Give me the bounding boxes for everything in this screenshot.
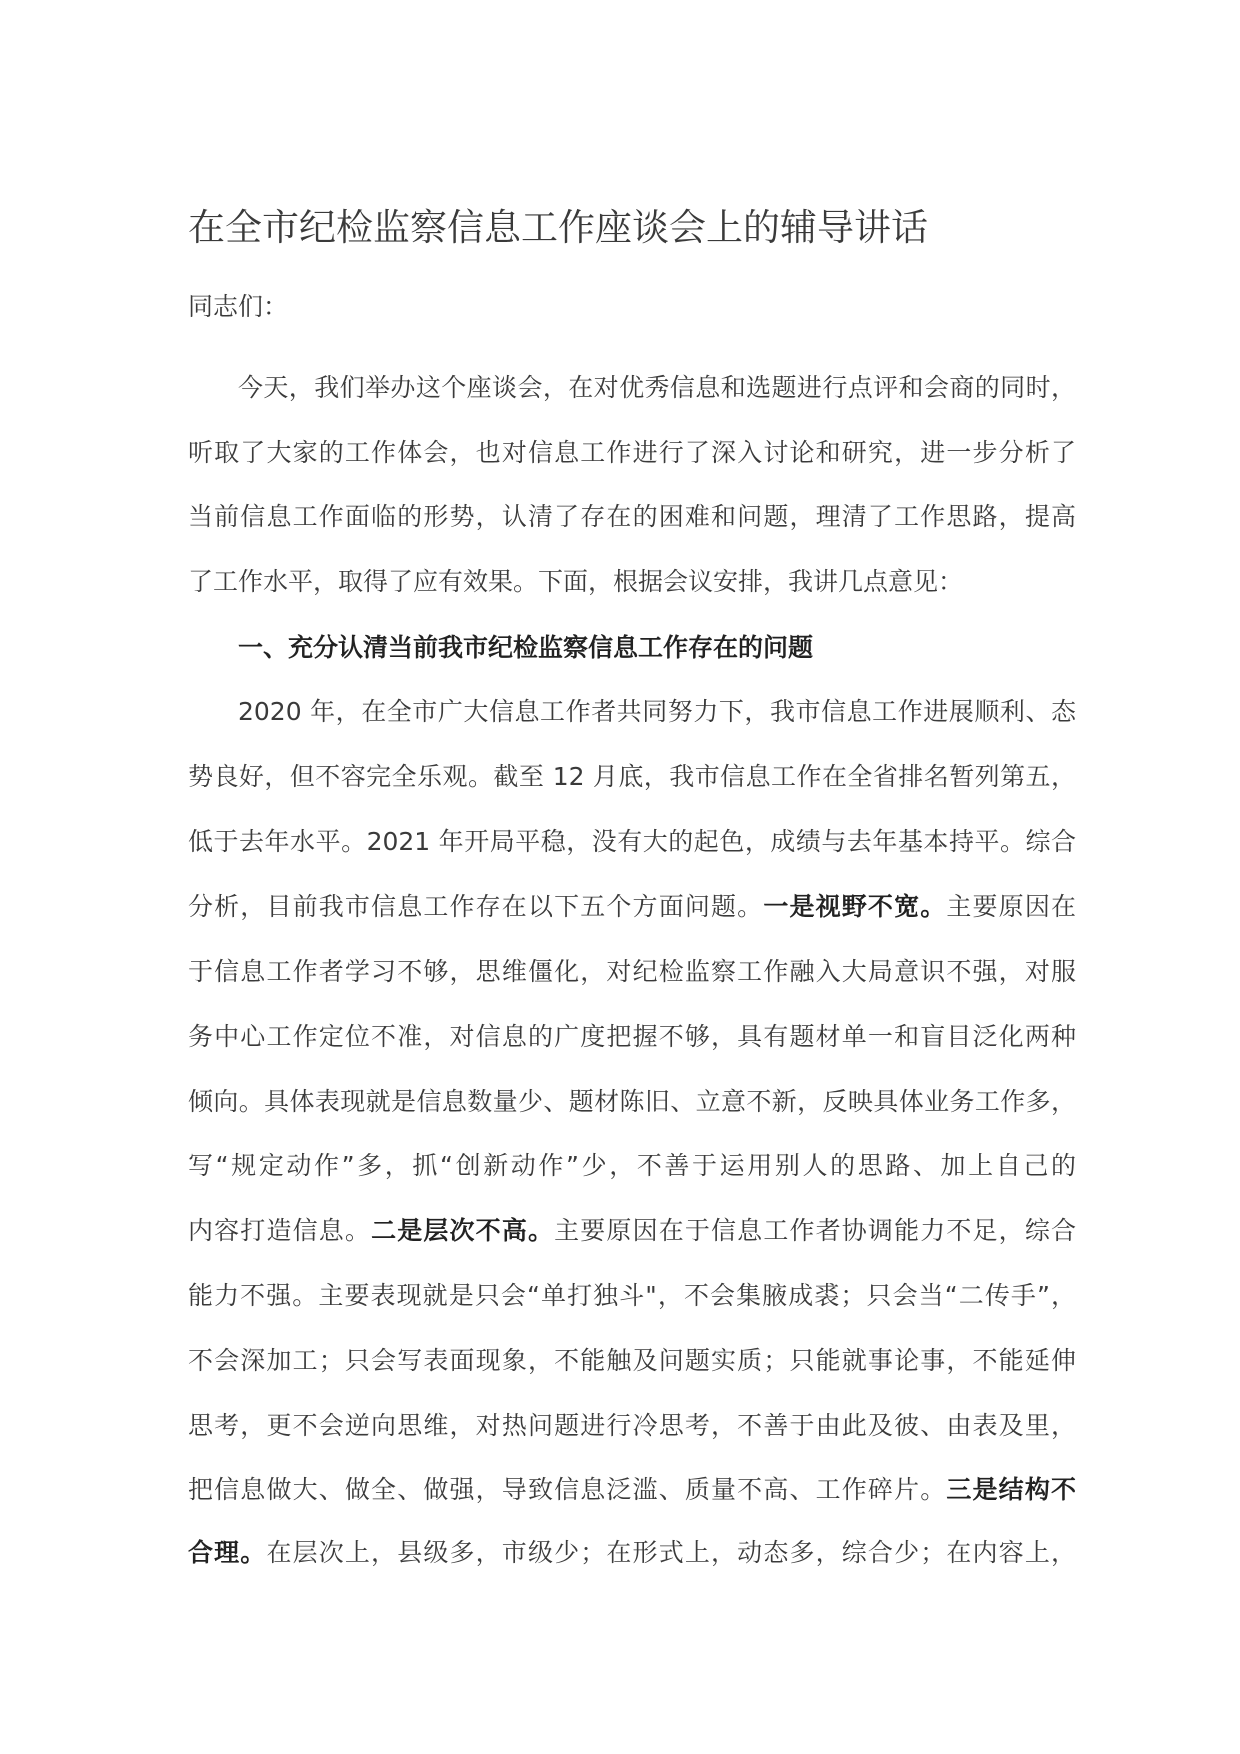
text-run: 低于去年水平。2021 年开局平稳，没有大的起色，成绩与去年基本持平。综合 — [188, 827, 1076, 856]
bold-text: 二是层次不高。 — [371, 1216, 555, 1245]
text-line — [188, 757, 1076, 797]
text-run: 于信息工作者学习不够，思维僵化，对纪检监察工作融入大局意识不强，对服 — [188, 957, 1076, 986]
text-run: 2020 年，在全市广大信息工作者共同努力下，我市信息工作进展顺利、态 — [238, 697, 1076, 726]
text-run: 了工作水平，取得了应有效果。下面，根据会议安排，我讲几点意见： — [188, 567, 964, 596]
text-line — [188, 887, 1076, 927]
text-run: 势良好，但不容完全乐观。截至 12 月底，我市信息工作在全省排名暂列第五， — [188, 762, 1076, 791]
text-line — [188, 1146, 1076, 1186]
salutation — [188, 287, 1076, 327]
text-line — [188, 562, 1076, 602]
text-run: 主要原因在 — [946, 892, 1076, 921]
text-line — [188, 1082, 1076, 1122]
text-line — [238, 692, 1076, 732]
text-line — [188, 1211, 1076, 1251]
text-line — [188, 433, 1076, 473]
text-run: 倾向。具体表现就是信息数量少、题材陈旧、立意不新，反映具体业务工作多， — [188, 1087, 1076, 1116]
text-run: 思考，更不会逆向思维，对热问题进行冷思考，不善于由此及彼、由表及里， — [188, 1411, 1076, 1440]
text-run: 在层次上，县级多，市级少；在形式上，动态多，综合少；在内容上， — [266, 1538, 1076, 1567]
text-line — [188, 952, 1076, 992]
text-line — [188, 1470, 1076, 1510]
bold-text: 一、充分认清当前我市纪检监察信息工作存在的问题 — [238, 633, 814, 662]
text-line — [188, 822, 1076, 862]
section-heading — [238, 628, 1076, 668]
text-line — [188, 1533, 1076, 1573]
text-line — [188, 1406, 1076, 1446]
text-run: 当前信息工作面临的形势，认清了存在的困难和问题，理清了工作思路，提高 — [188, 502, 1076, 531]
text-run: 同志们： — [188, 292, 289, 321]
bold-text: 合理。 — [188, 1538, 267, 1567]
text-run: 内容打造信息。 — [188, 1216, 372, 1245]
text-line — [188, 497, 1076, 537]
document-title: 在全市纪检监察信息工作座谈会上的辅导讲话 — [188, 206, 928, 249]
text-line — [188, 1017, 1076, 1057]
bold-text: 三是结构不 — [946, 1475, 1076, 1504]
text-run: 写“规定动作”多，抓“创新动作”少，不善于运用别人的思路、加上自己的 — [188, 1151, 1076, 1180]
bold-text: 一是视野不宽。 — [763, 892, 947, 921]
text-line — [188, 1276, 1076, 1316]
text-run: 今天，我们举办这个座谈会，在对优秀信息和选题进行点评和会商的同时， — [238, 373, 1076, 402]
text-run: 听取了大家的工作体会，也对信息工作进行了深入讨论和研究，进一步分析了 — [188, 438, 1076, 467]
text-line — [188, 1341, 1076, 1381]
text-run: 主要原因在于信息工作者协调能力不足，综合 — [554, 1216, 1076, 1245]
text-run: 能力不强。主要表现就是只会“单打独斗"，不会集腋成裘；只会当“二传手”， — [188, 1281, 1076, 1310]
text-run: 不会深加工；只会写表面现象，不能触及问题实质；只能就事论事，不能延伸 — [188, 1346, 1076, 1375]
text-line — [238, 368, 1076, 408]
text-run: 把信息做大、做全、做强，导致信息泛滥、质量不高、工作碎片。 — [188, 1475, 947, 1504]
text-run: 分析，目前我市信息工作存在以下五个方面问题。 — [188, 892, 764, 921]
text-run: 务中心工作定位不准，对信息的广度把握不够，具有题材单一和盲目泛化两种 — [188, 1022, 1076, 1051]
